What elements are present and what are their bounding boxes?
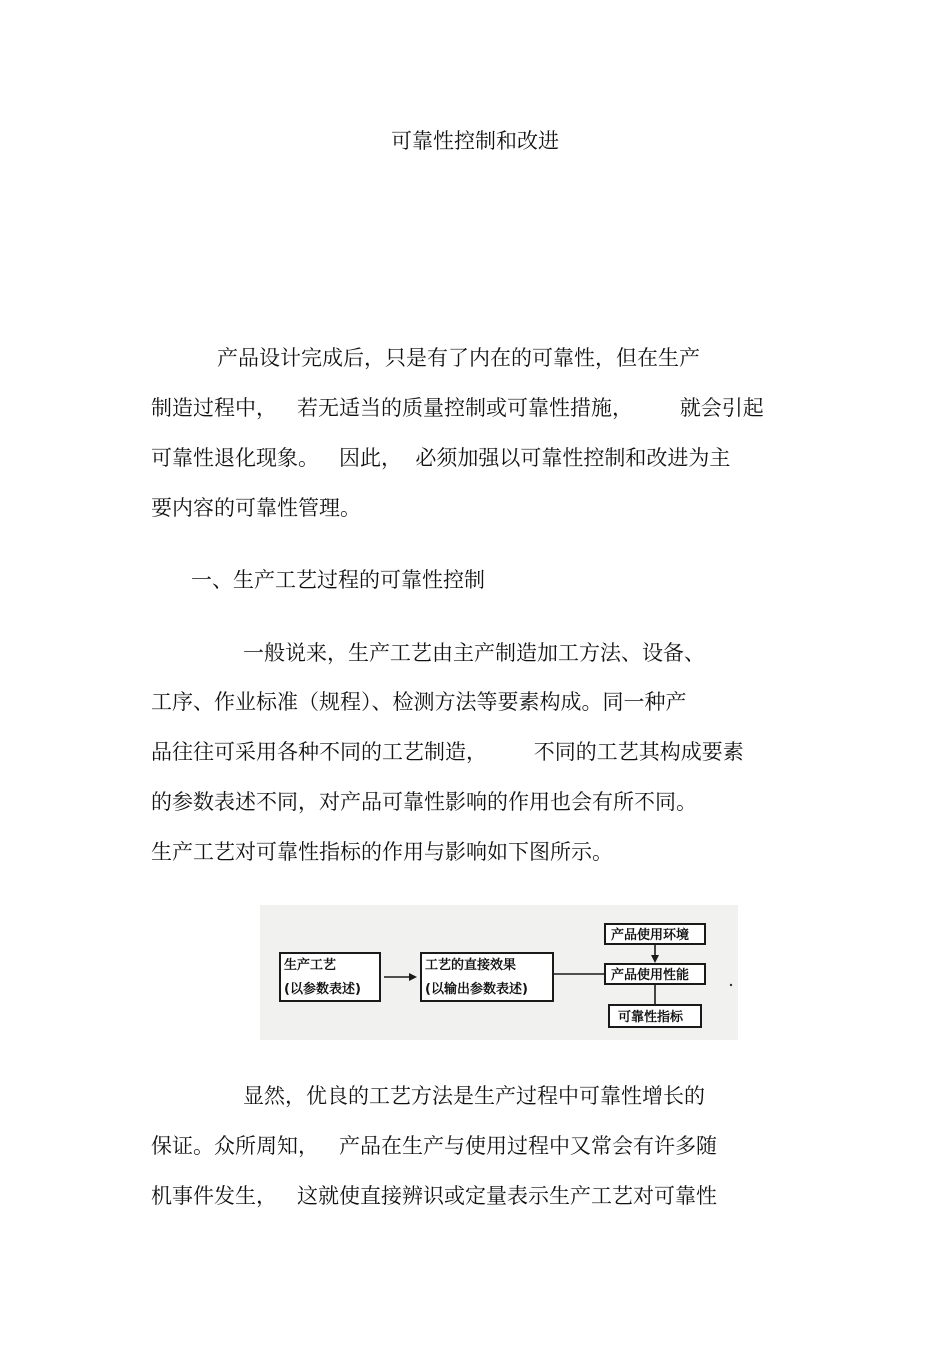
intro-line-2: 制造过程中， 若无适当的质量控制或可靠性措施， 就会引起: [151, 396, 764, 420]
arrowhead-environment-to-performance: [651, 955, 659, 963]
section2-line-1: 显然，优良的工艺方法是生产过程中可靠性增长的: [243, 1084, 705, 1108]
box-process-label-1: 生产工艺: [284, 958, 337, 973]
section1-line-2: 工序、作业标准（规程）、检测方法等要素构成。同一种产: [151, 690, 687, 714]
section1-line-1: 一般说来，生产工艺由主产制造加工方法、设备、: [243, 641, 705, 665]
box-effect-label-1: 工艺的直接效果: [425, 958, 517, 973]
section2-line-2: 保证。众所周知， 产品在生产与使用过程中又常会有许多随: [151, 1134, 718, 1158]
section-heading: 一、生产工艺过程的可靠性控制: [191, 568, 485, 592]
arrowhead-process-to-effect: [409, 973, 417, 981]
box-process-label-2: (以参数表述): [284, 982, 361, 997]
section1-line-4: 的参数表述不同，对产品可靠性影响的作用也会有所不同。: [151, 790, 697, 814]
intro-line-1: 产品设计完成后，只是有了内在的可靠性，但在生产: [217, 346, 700, 370]
process-flow-diagram: [260, 905, 738, 1040]
section1-line-3: 品往往可采用各种不同的工艺制造， 不同的工艺其构成要素: [151, 740, 744, 764]
box-effect-label-2: (以输出参数表述): [425, 982, 528, 997]
stray-dot: [730, 984, 732, 986]
box-index-label: 可靠性指标: [618, 1010, 684, 1025]
section1-line-5: 生产工艺对可靠性指标的作用与影响如下图所示。: [151, 840, 613, 864]
box-environment-label: 产品使用环境: [611, 928, 690, 943]
section2-line-3: 机事件发生， 这就使直接辨识或定量表示生产工艺对可靠性: [151, 1184, 718, 1208]
box-performance-label: 产品使用性能: [611, 968, 690, 983]
page-title: 可靠性控制和改进: [391, 129, 559, 153]
diagram-svg: [260, 905, 738, 1040]
intro-line-3: 可靠性退化现象。 因此， 必须加强以可靠性控制和改进为主: [151, 446, 731, 470]
intro-line-4: 要内容的可靠性管理。: [151, 496, 361, 520]
